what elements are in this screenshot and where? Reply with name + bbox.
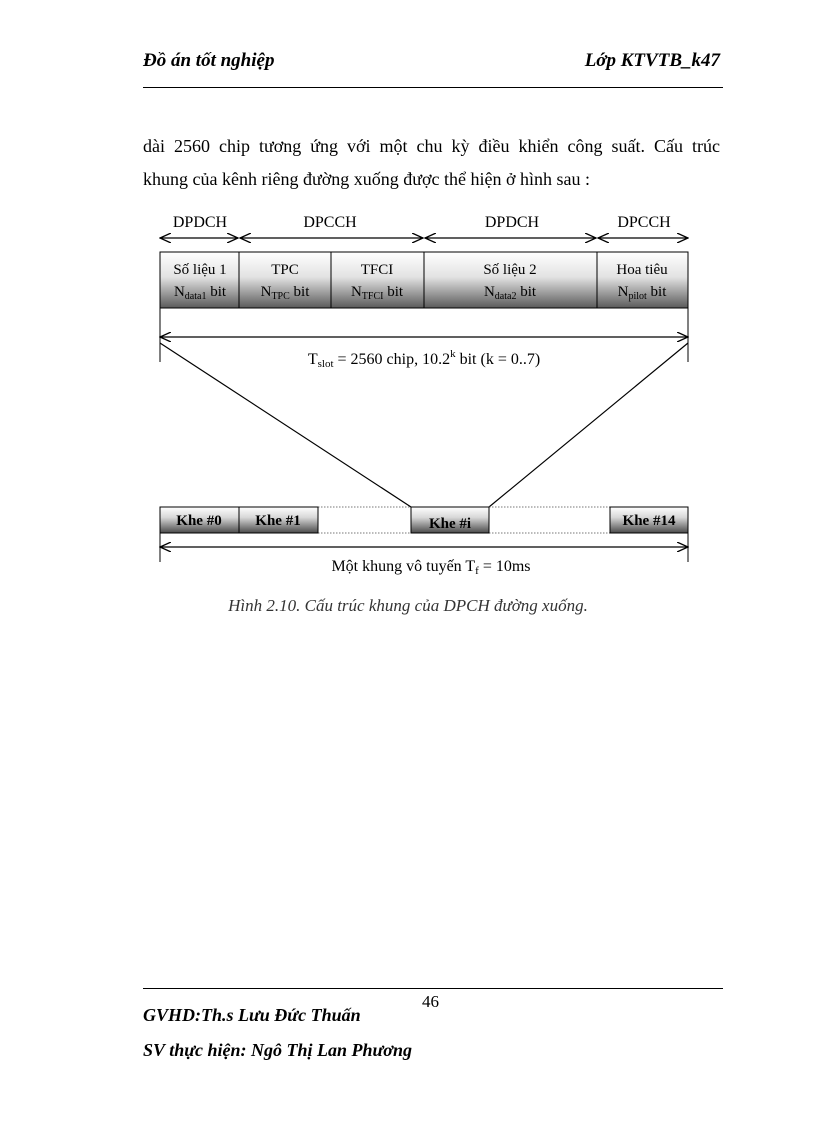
slot-label-1: Khe #1 <box>255 513 301 529</box>
header-left-title: Đồ án tốt nghiệp <box>143 50 275 71</box>
field-name-tfci: TFCI <box>360 262 394 278</box>
body-line-2: khung của kênh riêng đường xuống được thể hiện ở hình sau : <box>143 169 590 189</box>
channel-label-dpcch-2: DPCCH <box>617 214 671 231</box>
field-name-pilot: Hoa tiêu <box>616 262 668 278</box>
footer-student: SV thực hiện: Ngô Thị Lan Phương <box>143 1040 412 1060</box>
field-size-data2: $N_{data2}$ bit <box>483 284 537 302</box>
page-number: 46 <box>422 992 439 1011</box>
field-name-data1: Số liệu 1 <box>173 262 227 278</box>
footer-supervisor: GVHD:Th.s Lưu Đức Thuấn <box>143 1005 361 1025</box>
header-right-class: Lớp KTVTB_k47 <box>584 50 720 71</box>
field-name-tpc: TPC <box>271 262 299 278</box>
slot-label-i: Khe #i <box>428 516 472 532</box>
channel-label-dpdch-1: DPDCH <box>172 214 228 231</box>
field-size-pilot: $N_{pilot}$ bit <box>617 284 667 302</box>
field-size-data1: $N_{data1}$ bit <box>173 284 227 302</box>
slot-label-0: Khe #0 <box>176 513 222 529</box>
frame-label: Một khung vô tuyến Tf = 10ms <box>331 558 531 577</box>
channel-label-dpcch-1: DPCCH <box>303 214 357 231</box>
tslot-label: Tslot = 2560 chip, 10.2$^k$ bit (k = 0..7) <box>307 348 541 370</box>
field-size-tpc: $N_{TPC}$ bit <box>260 284 310 302</box>
field-size-tfci: $N_{TFCI}$ bit <box>350 284 404 302</box>
field-name-data2: Số liệu 2 <box>483 262 537 278</box>
body-line-1: dài 2560 chip tương ứng với một chu kỳ điều khiển công suất. Cấu trúc <box>143 136 720 156</box>
footer-rule <box>143 988 723 989</box>
figure-caption: Hình 2.10. Cấu trúc khung của DPCH đường xuống. <box>228 596 588 615</box>
channel-label-dpdch-2: DPDCH <box>484 214 540 231</box>
slot-label-14: Khe #14 <box>622 513 676 529</box>
